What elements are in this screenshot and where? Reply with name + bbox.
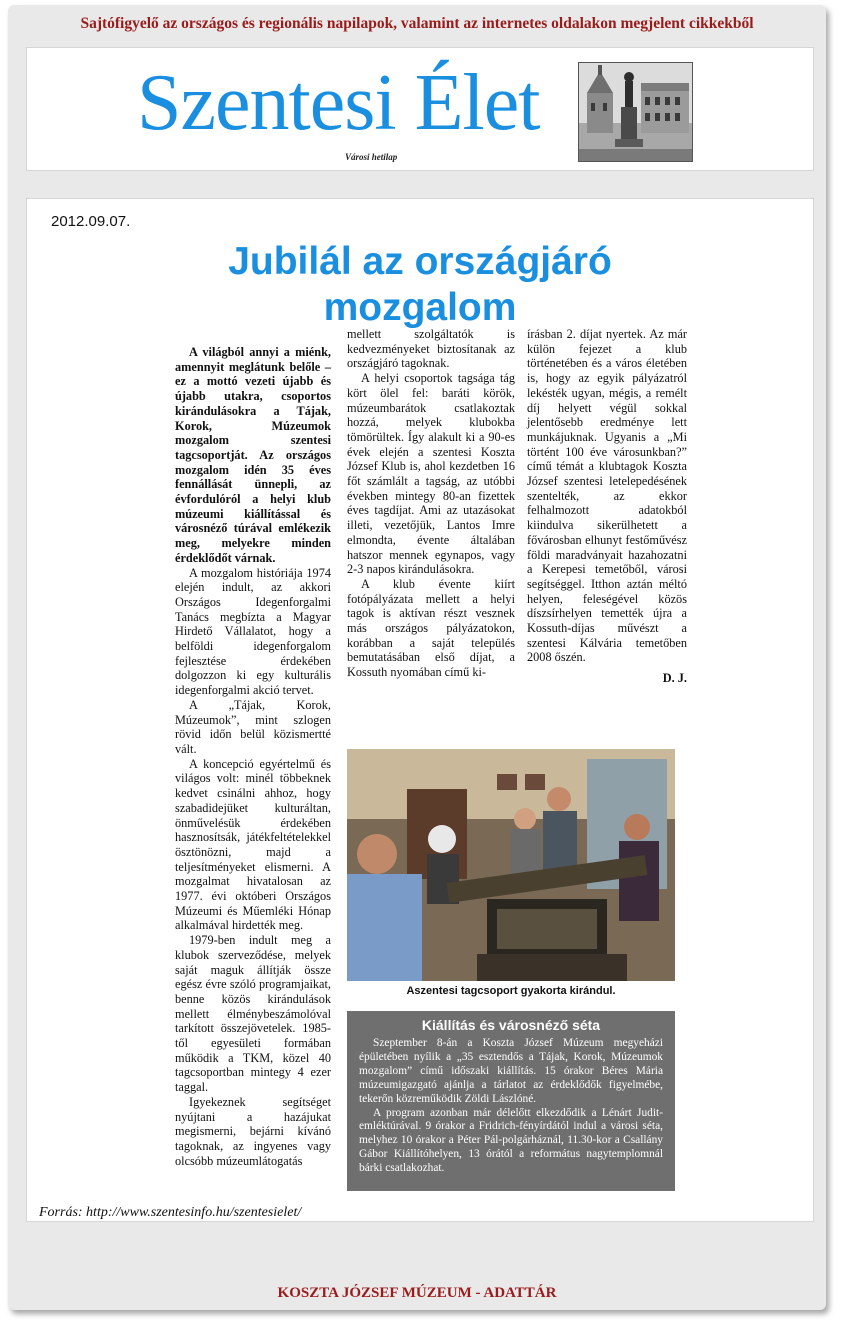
photo-caption: Aszentesi tagcsoport gyakorta kirándul. (406, 985, 616, 997)
article-column-1 (175, 345, 331, 1168)
archive-footer: KOSZTA JÓZSEF MÚZEUM - ADATTÁR (277, 1285, 557, 1301)
article-clipping (26, 198, 814, 1222)
lead-paragraph: A világból annyi a miénk, amennyit meglátunk belőle – ez a mottó vezeti újabb és újabb utakra, csoportos kirándulásokra a Tájak, Korok, Múzeumok mozgalom szentesi tagcsoportját. Az országos mozgalom idén 35 éves fennállását ünnepli, az évfordulóról a helyi klub múzeumi kiállítással és városnéző túrával emlékezik meg, melyekre minden érdeklődőt várnak. (175, 345, 331, 565)
paragraph: A mozgalom históriája 1974 elején indult, az akkori Országos Idegenforgalmi Tanács megbízta a Magyar Hirdető Vállalatot, hogy a belföldi idegenforgalom fejlesztése érdekében dolgozzon ki egy kulturális idegenforgalmi akció tervet. (175, 565, 331, 698)
paragraph-continued: mellett szolgáltatók is kedvezményeket biztosítanak az országjáró tagoknak. (347, 327, 515, 371)
newspaper-subtitle: Városi hetilap (345, 152, 398, 162)
article-headline (27, 239, 813, 331)
headline-text: Jubilál az országjáró mozgalom (228, 240, 612, 329)
source-link[interactable]: Forrás: http://www.szentesinfo.hu/szentesielet/ (39, 1205, 302, 1220)
paragraph: A klub évente kiírt fotópályázata mellett a helyi tagok is aktívan részt vesznek más országos pályázatokon, korábban a saját település bemutatásában első díjat, a Kossuth nyomában című ki- (347, 576, 515, 680)
paragraph: Igyekeznek segítséget nyújtani a hazájukat megismerni, bejárni kívánó tagoknak, az ingyenes vagy olcsóbb múzeumlátogatás (175, 1094, 331, 1168)
paragraph-continued: írásban 2. díjat nyertek. Az már külön fejezet a klub történetében és a város életében is, hogy az egyik pályázatról lekésték ugyan, mégis, a remélt díj helyett végül sokkal jelentősebb eredménye lett munkájuknak. Ugyanis a „Mi történt 100 éve városunkban?” című témát a klubtagok Koszta József szentesi letelepedésének szentelték, az ekkor felhalmozott adatokból kiindulva sikerülhetett a fővárosban elhunyt festőművész földi maradványait hazahozatni a Kerepesi temetőből, városi segítséggel. Itthon aztán méltó helyen, feleségével közös díszsírhelyen temették újra a Kossuth-díjas művészt a szentesi Kálvária temetőben 2008 őszén. (527, 327, 687, 665)
paragraph: A helyi csoportok tagsága tág kört ölel fel: baráti körök, múzeumbarátok csatlakoztak hozzá, melyek klubokba tömörültek. Így alakult ki a 90-es évek elején a szentesi Koszta József Klub is, ahol kezdetben 16 főt számlált a tagság, az utóbbi években mintegy 80-an fizettek éves tagdíjat. Ami az utazásokat illeti, vezetőjük, Lantos Imre elmondta, évente általában hatszor mennek egynapos, vagy 2-3 napos kirándulásokra. (347, 371, 515, 577)
article-photo (347, 749, 675, 981)
publication-date: 2012.09.07. (51, 213, 131, 230)
paragraph: 1979-ben indult meg a klubok szerveződése, melyek saját maguk állítják össze egész évre szóló programjaikat, benne közös kirándulások mellett élménybeszámolóval tarkított összejövetelek. 1985-től egyesületi formában működik a TKM, közel 40 tagcsoportban mintegy 4 ezer taggal. (175, 933, 331, 1095)
event-box-paragraph: A program azonban már délelőtt elkezdődik a Lénárt Judit-emléktúrával. 9 órakor a Fridrich-fényírdától indul a városi séta, melyhez 10 órakor a Péter Pál-polgárháznál, 11.30-kor a Csallány Gábor Kiállítóhelyen, 13 órától a református nagytemplomnál bárki csatlakozhat. (359, 1106, 663, 1175)
museum-visitors-printing-press-image (347, 749, 675, 981)
newspaper-masthead (26, 47, 814, 171)
event-box-title: Kiállítás és városnéző séta (421, 1017, 601, 1033)
town-hall-statue-image (579, 63, 692, 161)
masthead-town-photo (578, 62, 693, 162)
event-info-box (347, 1011, 675, 1191)
newspaper-title: Szentesi Élet (137, 59, 540, 147)
article-column-2 (347, 327, 515, 680)
press-monitor-banner: Sajtófigyelő az országos és regionális napilapok, valamint az internetes oldalakon megjelent cikkekből (80, 15, 754, 32)
page-sheet (8, 5, 826, 1310)
author-signature: D. J. (662, 671, 687, 686)
article-column-3 (527, 327, 687, 686)
paragraph: A koncepció egyértelmű és világos volt: minél többeknek kedvet csinálni ahhoz, hogy szabadidejüket kulturáltan, önművelésük érdekében hasznosítsák, játékfeltételekkel ösztönözni, majd a teljesítményeket elismerni. A mozgalmat hivatalosan az 1977. évi októberi Országos Múzeumi és Műemléki Hónap alkalmával hirdették meg. (175, 756, 331, 933)
paragraph: A „Tájak, Korok, Múzeumok”, mint szlogen rövid időn belül közismertté vált. (175, 697, 331, 756)
event-box-paragraph: Szeptember 8-án a Koszta József Múzeum megyeházi épületében nyílik a „35 esztendős a Tájak, Korok, Múzeumok mozgalom” című időszaki kiállítás. 15 órakor Béres Mária múzeumigazgató ajánlja a tárlatot az érdeklődők figyelmébe, tekerőn közreműködik Zöldi Lászlóné. (359, 1037, 663, 1105)
